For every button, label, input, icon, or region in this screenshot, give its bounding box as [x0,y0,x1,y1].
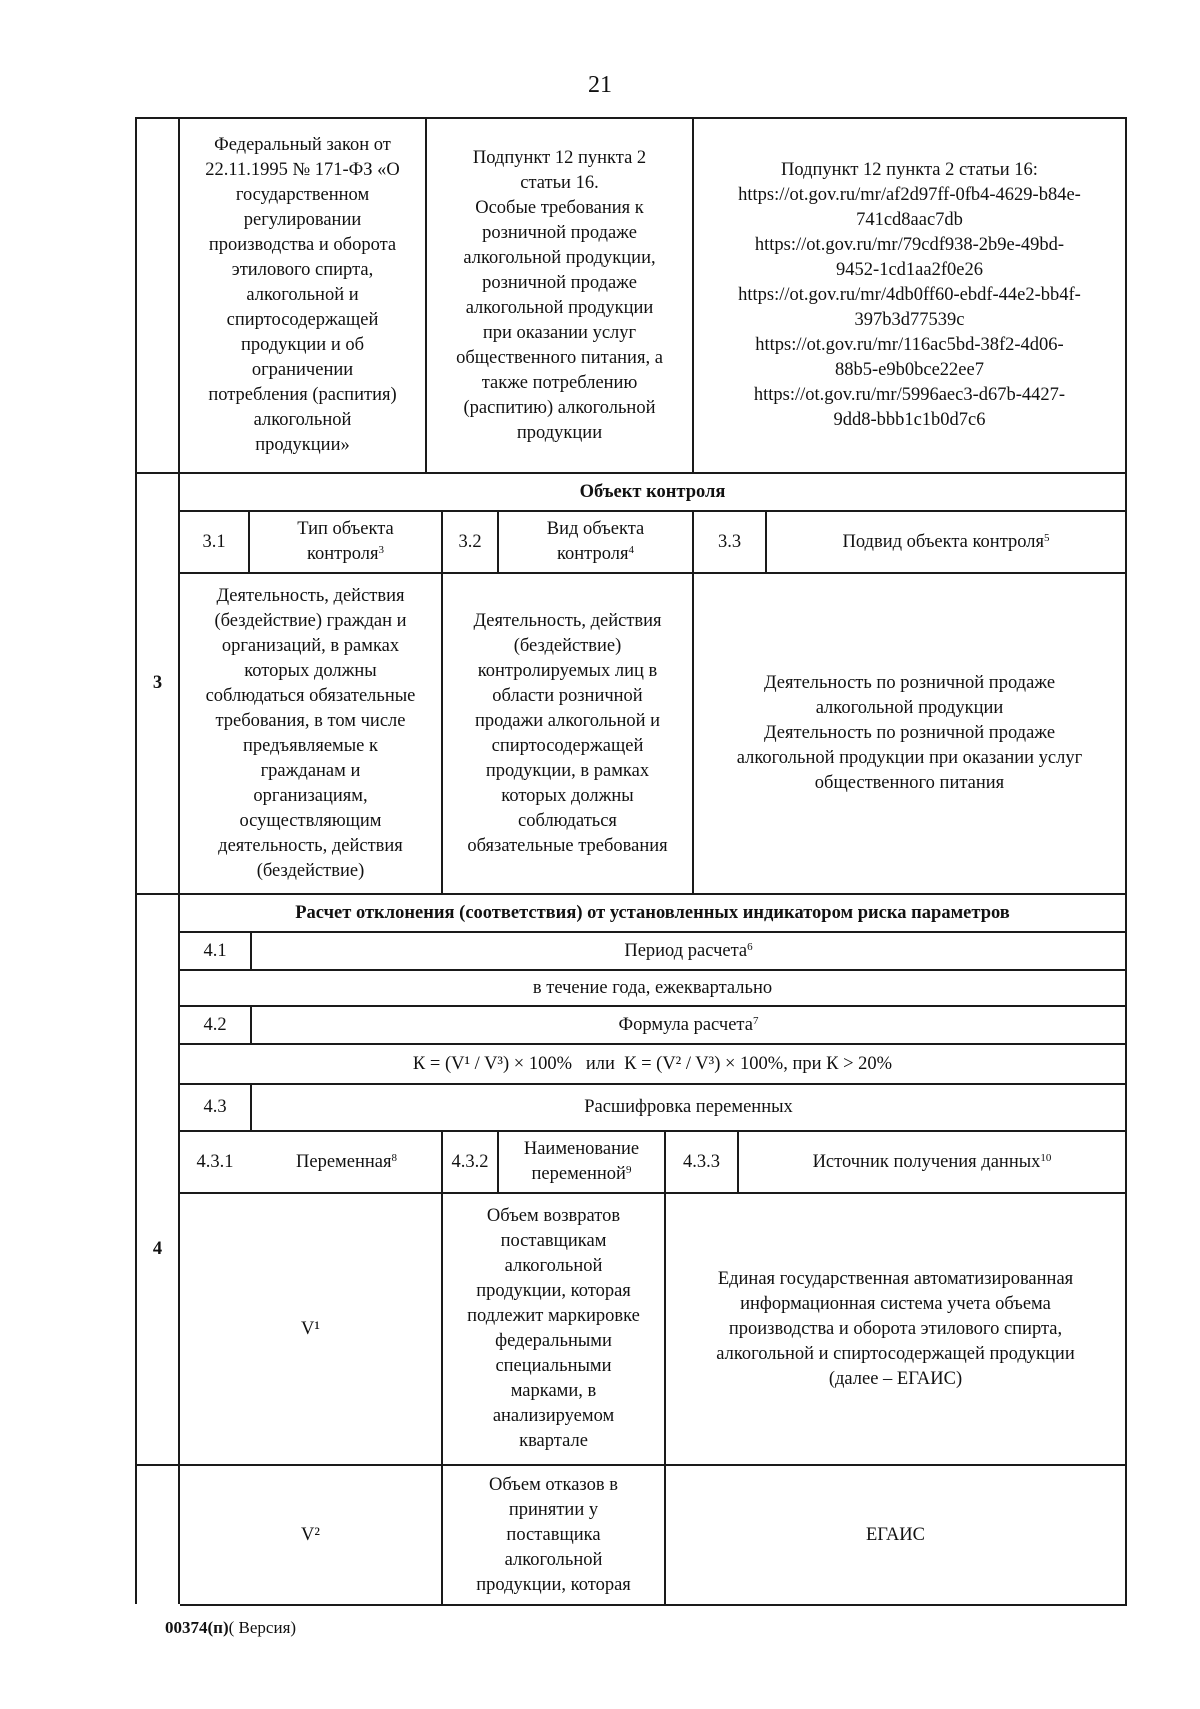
variable-v1-description: Объем возвратов поставщикам алкогольной продукции, которая подлежит маркировке федеральными специальными марками, в анализируемом квартале [467,1206,640,1451]
header-4-3: 4.3 [203,1097,227,1117]
header-4-1-label: Период расчета$^6$ [624,940,753,961]
header-3-3: 3.3 [717,531,742,552]
header-3-1: 3.1 [202,531,226,552]
header-4-3-2-label: Наименование переменной$^9$ [523,1139,640,1184]
section4-number: 4 [152,1239,163,1259]
object-subkind-text: Деятельность по розничной продаже алкогольной продукции Деятельность по розничной продаже алкогольной продукции при оказании услуг общественного питания [736,673,1083,793]
section4-title: Расчет отклонения (соответствия) от установленных индикатором риска параметров [295,902,1010,923]
header-4-1: 4.1 [203,940,227,961]
document-version: ( Версия) [228,1618,297,1637]
calc-formula: К = (V¹ / V³) × 100% или К = (V² / V³) × 100%, при К > 20% [412,1053,893,1074]
link[interactable]: https://ot.gov.ru/mr/116ac5bd-38f2-4d06- [755,335,1064,355]
law-links-cell [694,119,1125,472]
page-number: 21 [588,72,612,98]
law-title-cell [180,119,425,472]
section3-number: 3 [152,673,163,693]
header-3-2-label: Вид объекта контроля$^4$ [546,519,645,564]
law-article: Подпункт 12 пункта 2 статьи 16. Особые требования к розничной продаже алкогольной продукции, розничной продаже алкогольной продукции при оказании услуг общественного питания, а также потреблению (распитию) алкогольной продукции [456,147,663,443]
document-footer [165,1618,296,1638]
header-4-3-label: Расшифровка переменных [584,1097,793,1117]
link[interactable]: https://ot.gov.ru/mr/79cdf938-2b9e-49bd- [754,235,1065,255]
link[interactable]: https://ot.gov.ru/mr/5996aec3-d67b-4427- [753,385,1066,405]
link[interactable]: https://ot.gov.ru/mr/af2d97ff-0fb4-4629-b84e- [738,185,1081,205]
law-links: Подпункт 12 пункта 2 статьи 16: https://ot.gov.ru/mr/af2d97ff-0fb4-4629-b84e- 741cd8aac7db https://ot.gov.ru/mr/79cdf938-2b9e-49bd- 9452-1cd1aa2f0e26 https://ot.gov.ru/mr/4db0ff60-ebdf-44e2-bb4f- 397b3d77539c https://ot.gov.ru/mr/116ac5bd-38f2-4d06- 88b5-e9b0bce22ee7 https://ot.gov.ru/mr/5996aec3-d67b-4427- 9dd8-bbb1c1b0d7c6 [738,160,1081,430]
header-4-3-2: 4.3.2 [451,1151,489,1172]
variable-v1-source: Единая государственная автоматизированная информационная система учета объема производства и оборота этилового спирта, алкогольной и спиртосодержащей продукции (далее – ЕГАИС) [716,1268,1075,1389]
header-3-2: 3.2 [458,531,482,552]
law-article-cell [427,119,692,472]
law-title: Федеральный закон от 22.11.1995 № 171-ФЗ «О государственном регулировании производства и оборота этилового спирта, алкогольной и спиртосодержащей продукции и об ограничении потребления (распития) алкогольной продукции» [205,135,400,455]
header-4-3-3-label: Источник получения данных$^{10}$ [812,1151,1052,1172]
document-code: 00374(п) [165,1618,229,1637]
header-4-3-1-label: Переменная$^8$ [296,1151,397,1172]
header-4-3-3: 4.3.3 [683,1151,720,1172]
object-kind-text: Деятельность, действия (бездействие) контролируемых лиц в области розничной продажи алкогольной и спиртосодержащей продукции, в рамках которых должны соблюдаться обязательные требования [467,610,668,856]
variable-v2-source: ЕГАИС [865,1524,926,1545]
object-type-text: Деятельность, действия (бездействие) граждан и организаций, в рамках которых должны соблюдаться обязательные требования, в том числе предъявляемые к гражданам и организациям, осуществляющим деятельность, действия (бездействие) [205,585,416,881]
variable-v1: V¹ [301,1318,320,1339]
variable-v2-description: Объем отказов в принятии у поставщика алкогольной продукции, которая [476,1474,631,1595]
link[interactable]: https://ot.gov.ru/mr/4db0ff60-ebdf-44e2-bb4f- [738,285,1081,305]
header-4-2: 4.2 [203,1014,227,1035]
header-4-3-1: 4.3.1 [196,1151,234,1172]
section3-title: Объект контроля [579,481,726,502]
header-4-2-label: Формула расчета$^7$ [618,1014,759,1035]
header-3-1-label: Тип объекта контроля$^3$ [297,519,394,564]
calc-period: в течение года, ежеквартально [532,977,773,998]
header-3-3-label: Подвид объекта контроля$^5$ [842,531,1050,552]
variable-v2: V² [301,1524,320,1545]
